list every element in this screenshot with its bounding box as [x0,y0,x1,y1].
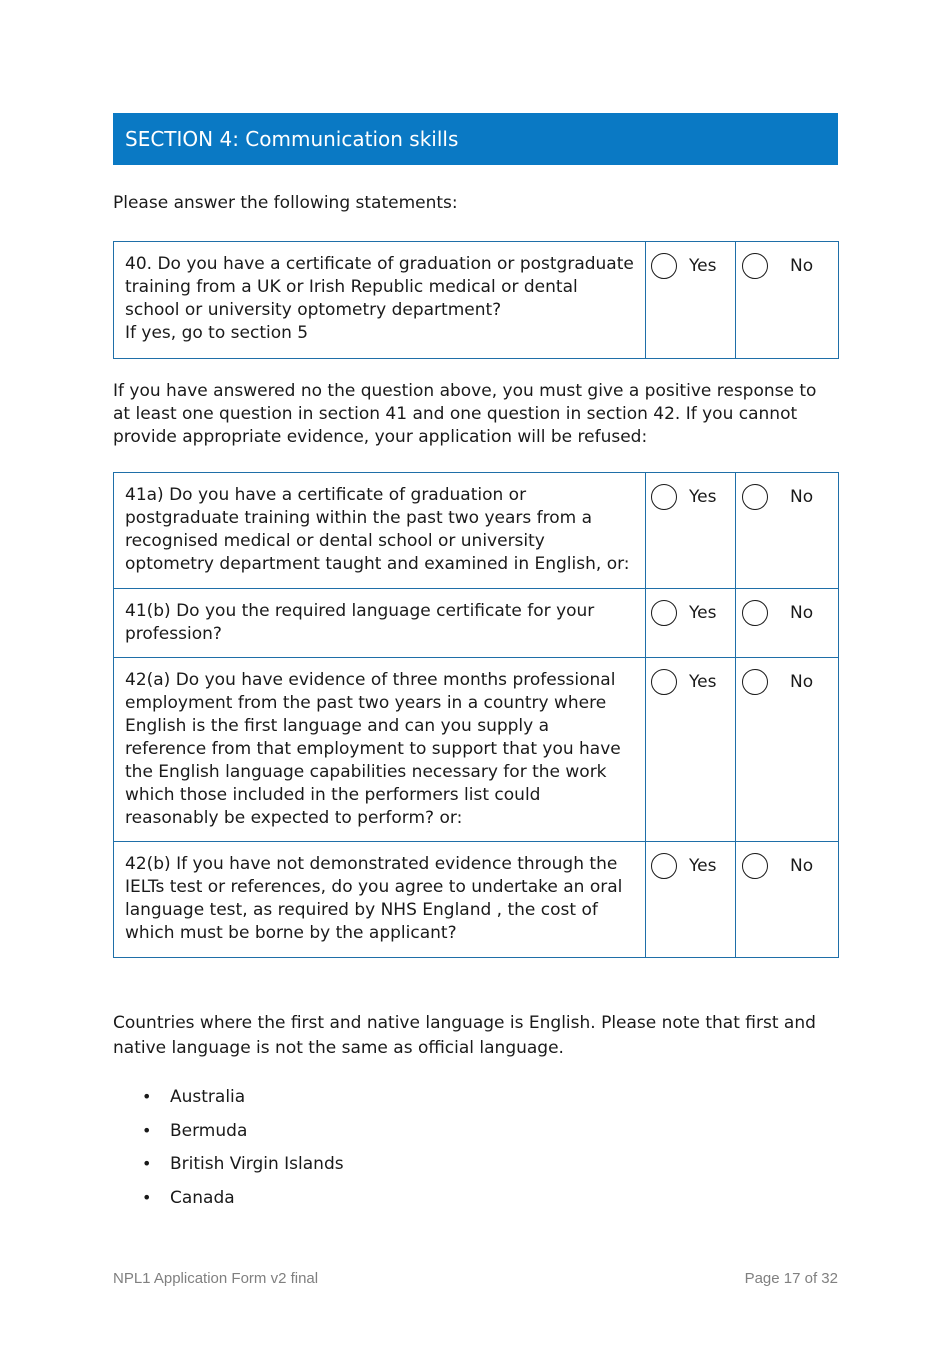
list-item [113,1085,344,1119]
no-label: No [790,671,814,692]
bullet-icon: • [142,1087,152,1106]
question-40-table [113,241,839,359]
list-item [113,1119,344,1153]
yes-radio-button[interactable] [651,253,677,279]
question-row [114,242,839,359]
countries-note: Countries where the first and native language is English. Please note that first and native language is not the same as official language. [113,1013,816,1058]
country-name: Bermuda [170,1120,248,1141]
yes-label: Yes [689,255,717,276]
no-radio-button[interactable] [742,253,768,279]
no-option-cell [736,842,839,958]
question-40-text: 40. Do you have a certificate of graduation or postgraduate training from a UK or Irish Republic medical or dental school or university optometry department? If yes, go to section 5 [114,242,646,359]
no-label: No [790,855,814,876]
no-label: No [790,486,814,507]
yes-radio-button[interactable] [651,669,677,695]
yes-label: Yes [689,602,717,623]
question-row [114,589,839,658]
country-name: British Virgin Islands [170,1154,344,1175]
requirement-note: If you have answered no the question above, you must give a positive response to at least one question in section 41 and one question in section 42. If you cannot provide appropriate evidence, your application will be refused: [113,381,817,447]
no-option-cell [736,473,839,589]
country-name: Canada [170,1188,235,1209]
yes-label: Yes [689,671,717,692]
bullet-icon: • [142,1154,152,1174]
question-41b-text: 41(b) Do you the required language certificate for your profession? [114,589,646,658]
yes-radio-button[interactable] [651,600,677,626]
yes-label: Yes [689,486,717,507]
no-radio-button[interactable] [742,484,768,510]
list-item [113,1152,344,1186]
no-label: No [790,255,814,276]
yes-option-cell [646,242,736,359]
footer-page-number: Page 17 of 32 [744,1270,838,1287]
yes-label: Yes [689,855,717,876]
list-item [113,1186,344,1220]
footer-document-name: NPL1 Application Form v2 final [113,1270,319,1287]
no-radio-button[interactable] [742,600,768,626]
question-41a-text: 41a) Do you have a certificate of graduation or postgraduate training within the past two years from a recognised medical or dental school or university optometry department taught and examined in English, or: [114,473,646,589]
no-option-cell [736,242,839,359]
no-radio-button[interactable] [742,853,768,879]
intro-text: Please answer the following statements: [113,193,458,213]
questions-41-42-table [113,472,839,958]
question-42a-text: 42(a) Do you have evidence of three months professional employment from the past two years in a country where English is the first language and can you supply a reference from that employment to support that you have the English language capabilities necessary for the work which those included in the performers list could reasonably be expected to perform? or: [114,658,646,842]
no-label: No [790,602,814,623]
country-name: Australia [170,1087,246,1107]
yes-radio-button[interactable] [651,853,677,879]
yes-option-cell [646,473,736,589]
yes-option-cell [646,589,736,658]
yes-radio-button[interactable] [651,484,677,510]
country-list [113,1085,344,1220]
question-row [114,658,839,842]
yes-option-cell [646,842,736,958]
no-radio-button[interactable] [742,669,768,695]
question-42b-text: 42(b) If you have not demonstrated evidence through the IELTs test or references, do you agree to undertake an oral language test, as required by NHS England , the cost of which must be borne by the applicant? [114,842,646,958]
no-option-cell [736,589,839,658]
bullet-icon: • [142,1188,152,1208]
section-title: SECTION 4: Communication skills [125,127,459,151]
no-option-cell [736,658,839,842]
yes-option-cell [646,658,736,842]
section-header [113,113,838,165]
question-row [114,473,839,589]
question-row [114,842,839,958]
bullet-icon: • [142,1120,152,1140]
